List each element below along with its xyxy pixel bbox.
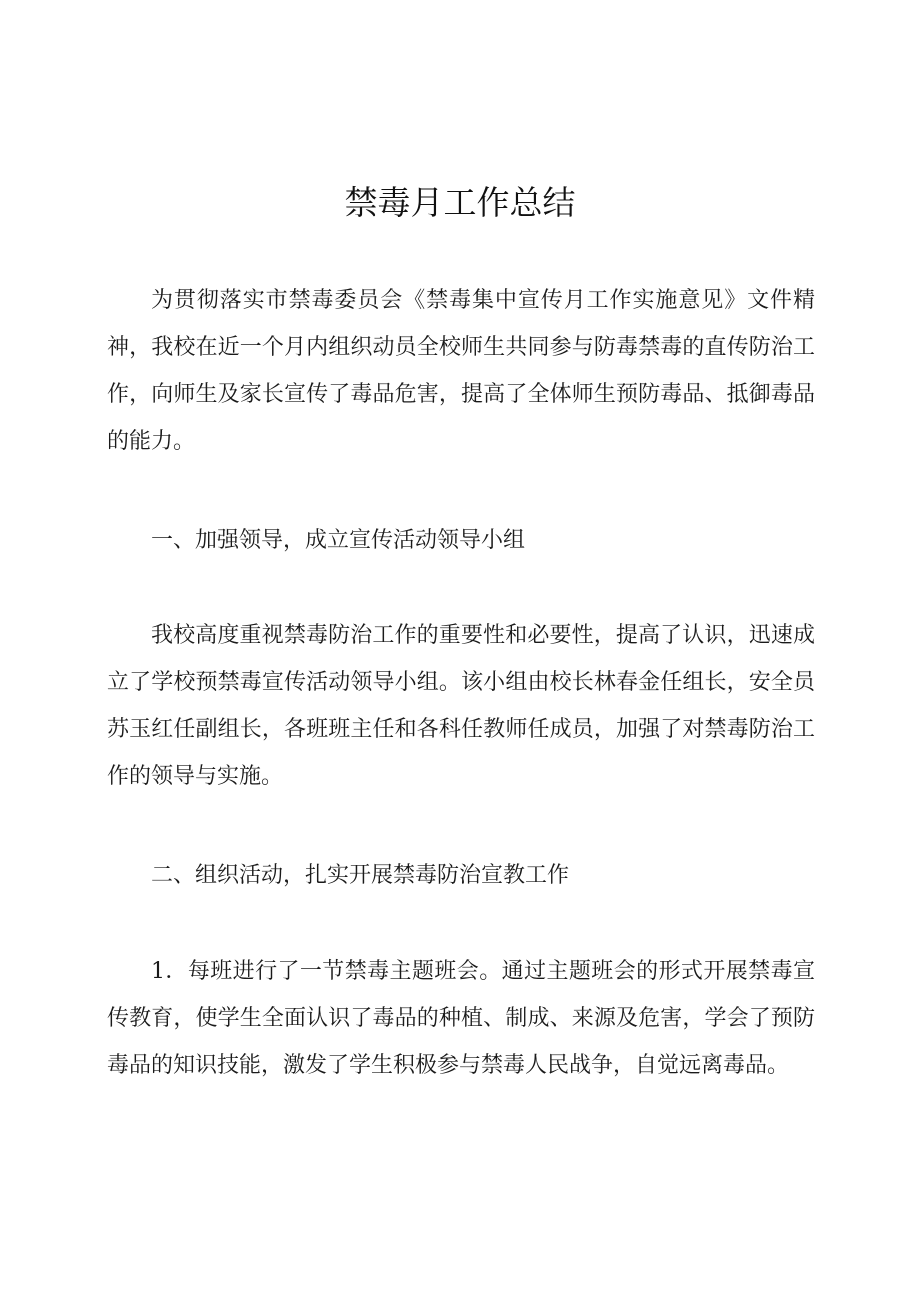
section-1-paragraph: 我校高度重视禁毒防治工作的重要性和必要性，提高了认识，迅速成立了学校预禁毒宣传活动领导小组。该小组由校长林春金任组长，安全员苏玉红任副组长，各班班主任和各科任教师任成员，加强了对禁毒防治工作的领导与实施。 bbox=[107, 623, 815, 789]
intro-paragraph: 为贯彻落实市禁毒委员会《禁毒集中宣传月工作实施意见》文件精神，我校在近一个月内组织动员全校师生共同参与防毒禁毒的直传防治工作，向师生及家长宣传了毒品危害，提高了全体师生预防毒品、抵御毒品的能力。 bbox=[107, 288, 815, 454]
section-1-heading: 一、加强领导，成立宣传活动领导小组 bbox=[151, 528, 526, 553]
section-2-item-1-paragraph: 1．每班进行了一节禁毒主题班会。通过主题班会的形式开展禁毒宣传教育，使学生全面认识了毒品的种植、制成、来源及危害，学会了预防毒品的知识技能，激发了学生积极参与禁毒人民战争，自觉远离毒品。 bbox=[107, 959, 815, 1078]
document-title: 禁毒月工作总结 bbox=[344, 183, 576, 222]
section-2-heading: 二、组织活动，扎实开展禁毒防治宣教工作 bbox=[151, 863, 570, 888]
